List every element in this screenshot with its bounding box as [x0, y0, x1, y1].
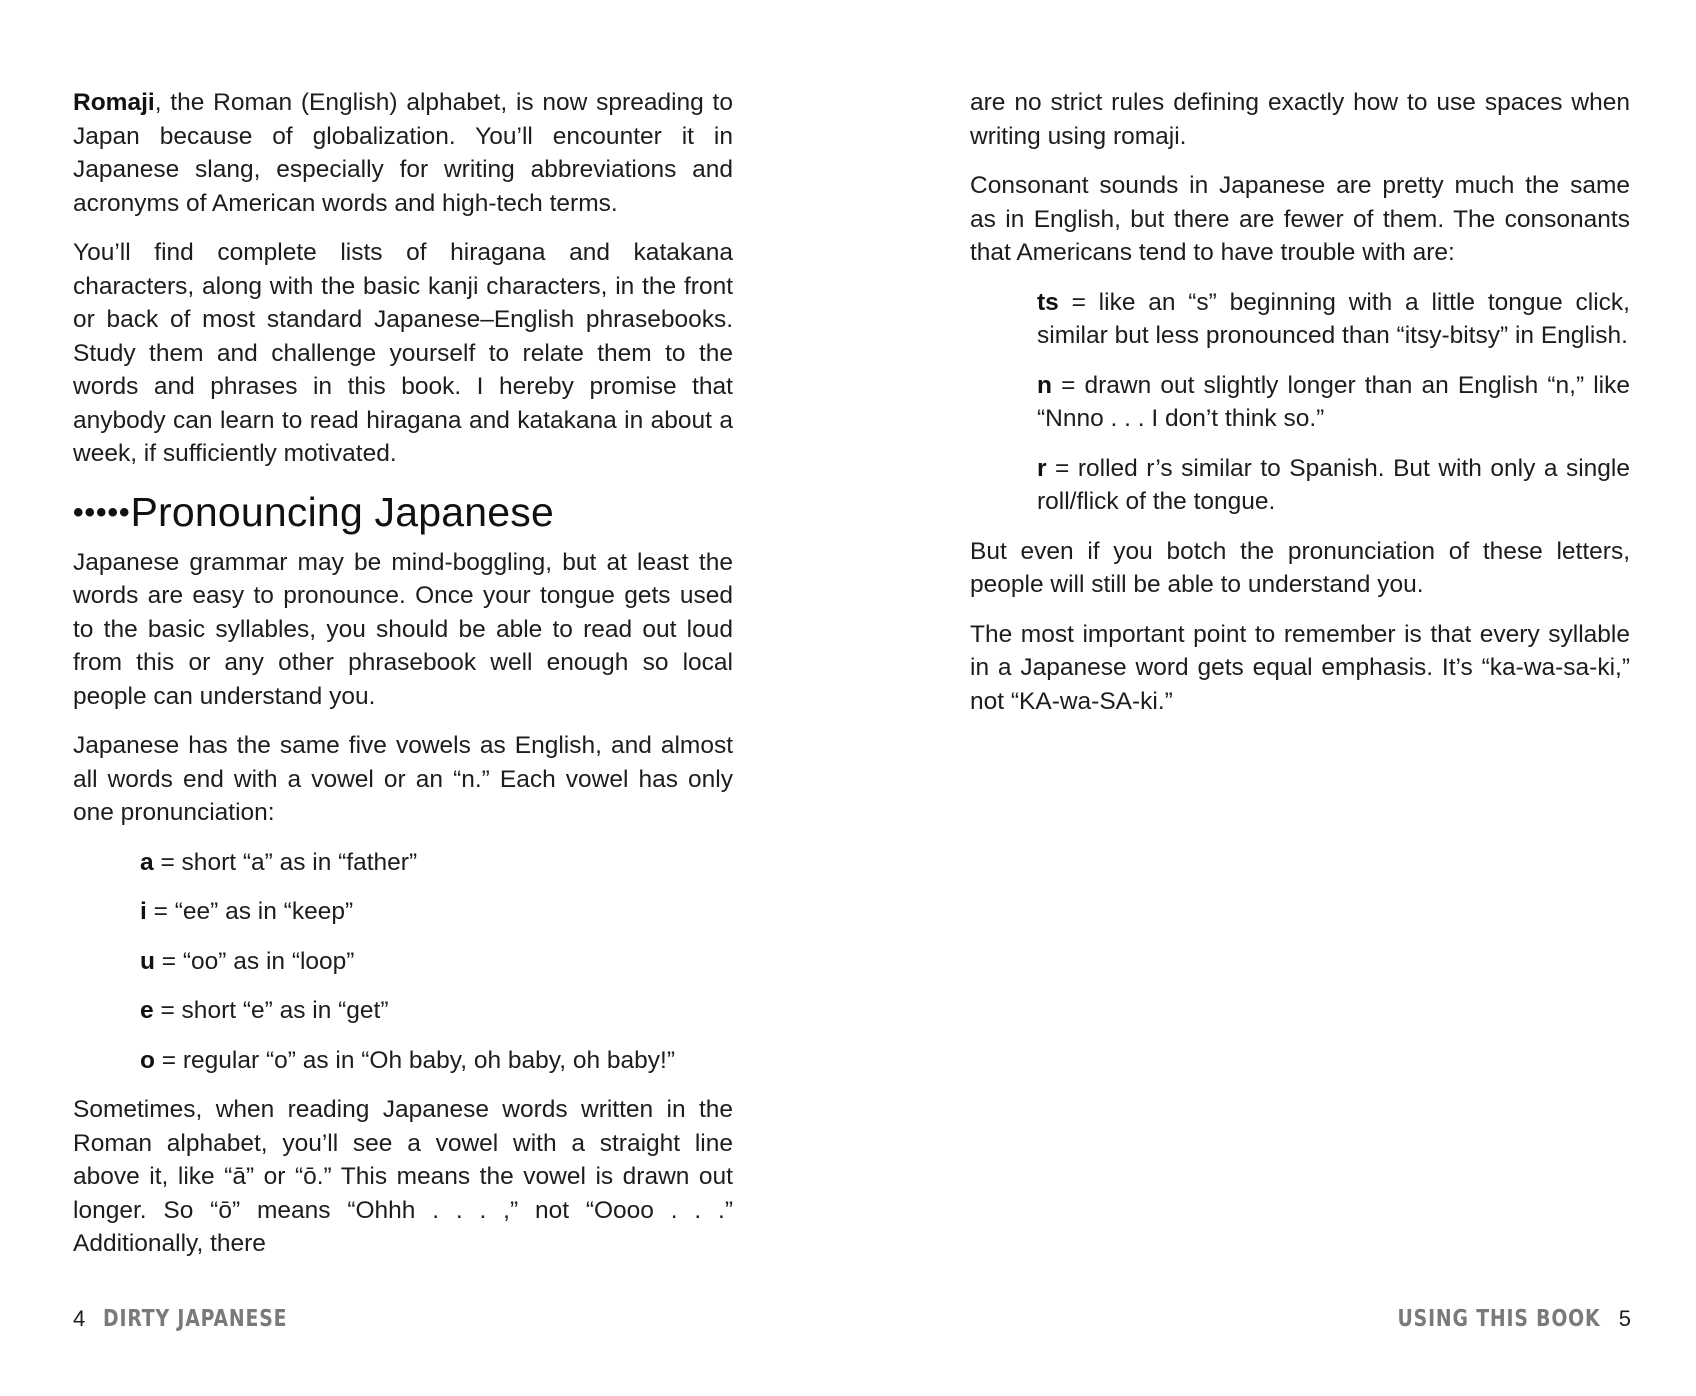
vowel-item: [140, 1044, 733, 1078]
term-romaji: Romaji: [73, 89, 155, 116]
section-heading: [73, 487, 733, 538]
paragraph-character-lists: You’ll find complete lists of hiragana and katakana characters, along with the basic kanji characters, in the front or back of most standard Japanese–English phrasebooks. Study them and challenge yourself to relate them to the words and phrases in this book. I hereby promise that anybody can learn to read hiragana and katakana in about a week, if sufficiently motivated.: [73, 239, 733, 467]
page-number: 5: [1618, 1306, 1631, 1331]
consonant-item: [1037, 369, 1630, 436]
vowel-letter: e: [140, 997, 154, 1024]
consonant-desc: = drawn out slightly longer than an English “n,” like “Nnno . . . I don’t think so.”: [1037, 371, 1630, 432]
consonant-desc: = rolled r’s similar to Spanish. But with only a single roll/flick of the tongue.: [1037, 454, 1630, 515]
consonant-letter: r: [1037, 454, 1047, 482]
paragraph-romaji: [73, 86, 733, 220]
vowel-item: [140, 895, 733, 929]
right-page: [970, 86, 1630, 734]
vowel-item: [140, 994, 733, 1028]
vowel-desc: = regular “o” as in “Oh baby, oh baby, oh baby!”: [154, 1046, 675, 1074]
paragraph-pronunciation-intro: Japanese grammar may be mind-boggling, but at least the words are easy to pronounce. Once your tongue gets used to the basic syllables, you should be able to read out loud from this or any other phrasebook well enough so local people can understand you.: [73, 548, 733, 710]
paragraph-vowels-intro: Japanese has the same five vowels as English, and almost all words end with a vowel or an “n.” Each vowel has only one pronunciation:: [73, 732, 733, 826]
consonant-desc: = like an “s” beginning with a little tongue click, similar but less pronounced than “itsy-bitsy” in English.: [1037, 288, 1630, 349]
vowel-list: [73, 846, 733, 1078]
footer-right: [1353, 1304, 1631, 1334]
vowel-item: [140, 846, 733, 880]
vowel-desc: = short “e” as in “get”: [153, 997, 389, 1024]
vowel-desc: = short “a” as in “father”: [153, 848, 418, 876]
consonant-item: [1037, 286, 1630, 353]
paragraph-long-vowels: Sometimes, when reading Japanese words written in the Roman alphabet, you’ll see a vowel with a straight line above it, like “ā” or “ō.” This means the vowel is drawn out longer. So “ō” means “Ohhh . . . ,” not “Oooo . . .” Additionally, there: [73, 1096, 733, 1257]
running-title: DIRTY JAPANESE: [103, 1306, 288, 1332]
consonant-letter: n: [1037, 371, 1052, 399]
paragraph-emphasis: The most important point to remember is that every syllable in a Japanese word gets equal emphasis. It’s “ka-wa-sa-ki,” not “KA-wa-SA-ki.”: [970, 620, 1630, 715]
vowel-letter: i: [140, 898, 147, 925]
vowel-letter: a: [140, 848, 154, 876]
vowel-letter: o: [140, 1046, 155, 1074]
paragraph-romaji-text: , the Roman (English) alphabet, is now spreading to Japan because of globalization. You’ll encounter it in Japanese slang, especially for writing abbreviations and acronyms of American words and high-tech terms.: [73, 89, 733, 217]
vowel-desc: = “oo” as in “loop”: [154, 947, 355, 975]
paragraph-botch: But even if you botch the pronunciation of these letters, people will still be able to understand you.: [970, 537, 1630, 598]
footer-left: [73, 1304, 328, 1334]
consonant-letter: ts: [1037, 288, 1059, 316]
consonant-list: [970, 286, 1630, 519]
page-number: 4: [73, 1306, 86, 1331]
heading-title: Pronouncing Japanese: [130, 488, 554, 535]
paragraph-spaces: are no strict rules defining exactly how to use spaces when writing using romaji.: [970, 89, 1630, 150]
heading-dots: •••••: [73, 495, 131, 529]
vowel-desc: = “ee” as in “keep”: [146, 898, 354, 925]
running-title: USING THIS BOOK: [1397, 1306, 1601, 1332]
paragraph-consonants-intro: Consonant sounds in Japanese are pretty much the same as in English, but there are fewer of them. The consonants that Americans tend to have trouble with are:: [970, 172, 1630, 266]
vowel-letter: u: [140, 947, 155, 975]
left-page: [73, 86, 733, 1277]
vowel-item: [140, 945, 733, 979]
consonant-item: [1037, 452, 1630, 519]
